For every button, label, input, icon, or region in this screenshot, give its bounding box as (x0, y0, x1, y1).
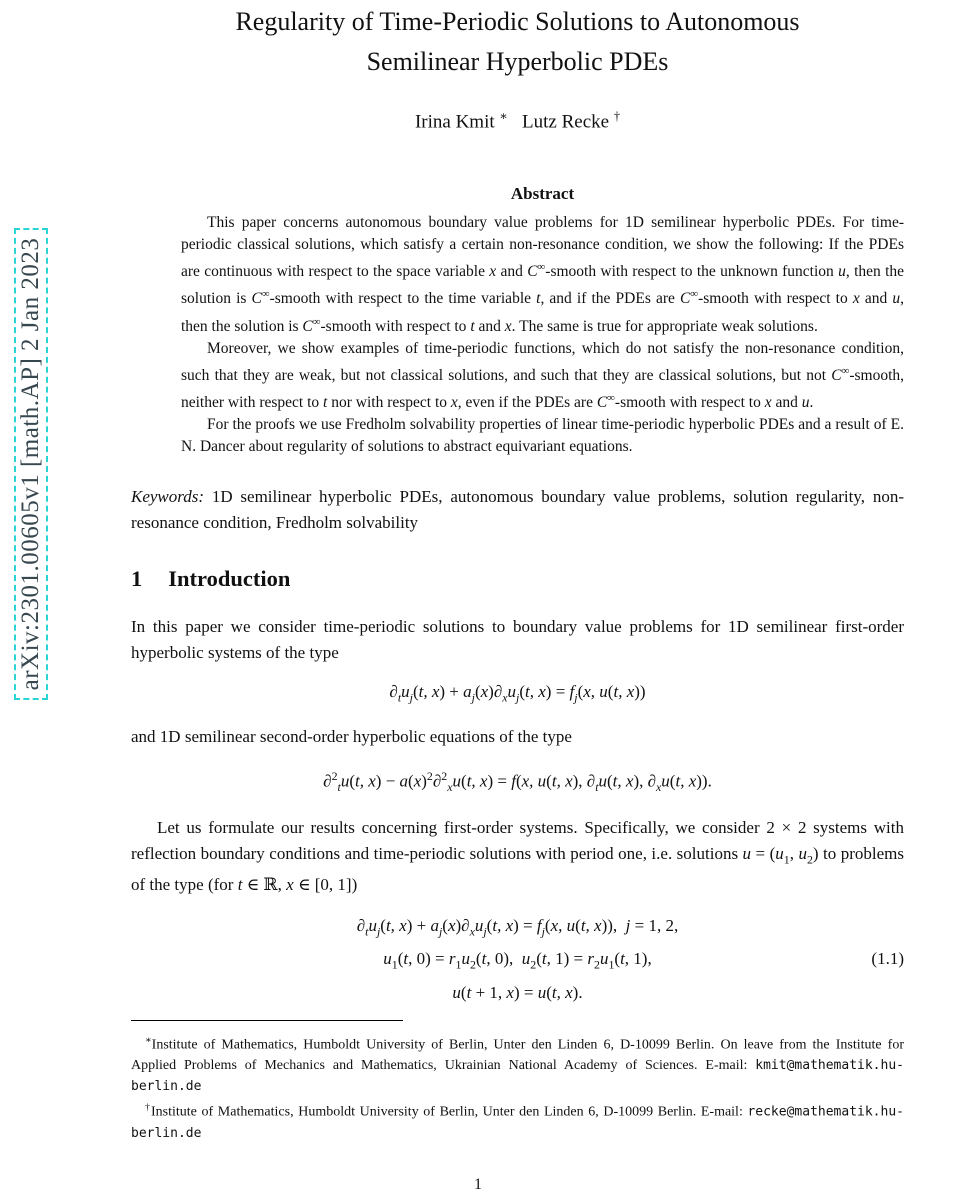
section-number: 1 (131, 566, 143, 592)
abstract-heading: Abstract (510, 184, 575, 204)
footnote: †Institute of Mathematics, Humboldt University of Berlin, Unter den Linden 6, D-10099 Berlin. E-mail: recke@mathematik.hu-berlin.de (131, 1102, 904, 1142)
abstract-paragraph: For the proofs we use Fredholm solvability properties of linear time-periodic hyperbolic PDEs and a result of E. N. Dancer about regularity of solutions to abstract equivariant equations. (181, 416, 904, 456)
paper-title (131, 0, 904, 82)
display-equation-second-order: ∂$^2_t$u(t, $x) - a(x)^2\partial^2_xu(t$, x) = f(x, u(t, x), $\partial_tu(t$, x), $\partial_xu(t$, x)). (323, 768, 712, 794)
abstract-paragraph: Moreover, we show examples of time-periodic functions, which do not satisfy the non-resonance condition, such that they are weak, but not classical solutions, and such that they are classical solutions, but not C∞-smooth, neither with respect to t nor with respect to x, even if the PDEs are C∞-smooth with respect to x and u. (181, 339, 904, 412)
intro-paragraph-1: In this paper we consider time-periodic solutions to boundary value problems for 1D semilinear first-order hyperbolic systems of the type (131, 617, 904, 663)
equation-tag: (1.1) (871, 948, 904, 968)
equation-group-1-1 (131, 912, 904, 1006)
abstract-block (181, 184, 904, 458)
page-number: 1 (474, 1176, 482, 1193)
equation-line: $u_1(t$, $0) = r_1u_2(t$, 0), $u_2(t$, $1) = r_2u_1(t$, 1), (383, 949, 652, 972)
equation-line: $\partial_tu_j(t$, $x) + a_j(x)\partial_xu_j(t$, $x) = f_j(x$, u(t, x)), j = 1, 2, (356, 915, 679, 939)
section-heading (131, 566, 904, 592)
paper-title-line2: Semilinear Hyperbolic PDEs (366, 47, 669, 76)
keywords-paragraph: Keywords: 1D semilinear hyperbolic PDEs, autonomous boundary value problems, solution regularity, non-resonance condition, Fredholm solvability (131, 487, 904, 533)
intro-paragraph-2: and 1D semilinear second-order hyperbolic equations of the type (131, 726, 572, 746)
intro-paragraph-3: Let us formulate our results concerning first-order systems. Specifically, we consider 2 × 2 systems with reflection boundary conditions and time-periodic solutions with period one, i.e. solutions $u = (u_1$, $u_2$) to problems of the type (for t ∈ ℝ, x ∈ [0, 1]) (131, 817, 904, 894)
arxiv-stamp[interactable] (14, 128, 48, 800)
footnotes-block (131, 1020, 904, 1144)
paper-content (131, 0, 904, 1144)
equation-line: u(t + 1, x) = u(t, x). (452, 982, 583, 1002)
footnote: ∗Institute of Mathematics, Humboldt University of Berlin, Unter den Linden 6, D-10099 Berlin. On leave from the Institute for Applied Problems of Mechanics and Mathematics, Ukrainian National Academy of Sciences. E-mail: kmit@mathematik.hu-berlin.de (131, 1034, 904, 1095)
section-title: Introduction (168, 566, 291, 592)
arxiv-stamp-link[interactable]: arXiv:2301.00605v1 [math.AP] 2 Jan 2023 (14, 228, 48, 701)
authors-line: Irina Kmit ∗ Lutz Recke † (414, 109, 621, 133)
display-equation-first-order: $\partial_tu_j(t$, $x) + a_j(x)\partial_xu_j(t$, $x) = f_j(x$, u(t, x)) (389, 682, 646, 705)
paper-title-line1: Regularity of Time-Periodic Solutions to Autonomous (235, 7, 800, 36)
abstract-paragraph: This paper concerns autonomous boundary value problems for 1D semilinear hyperbolic PDEs. For time-periodic classical solutions, which satisfy a certain non-resonance condition, we show the following: If the PDEs are continuous with respect to the space variable x and C∞-smooth with respect to the unknown function u, then the solution is C∞-smooth with respect to the time variable t, and if the PDEs are C∞-smooth with respect to x and u, then the solution is C∞-smooth with respect to t and x. The same is true for appropriate weak solutions. (181, 214, 905, 335)
footnote-rule (131, 1020, 403, 1021)
